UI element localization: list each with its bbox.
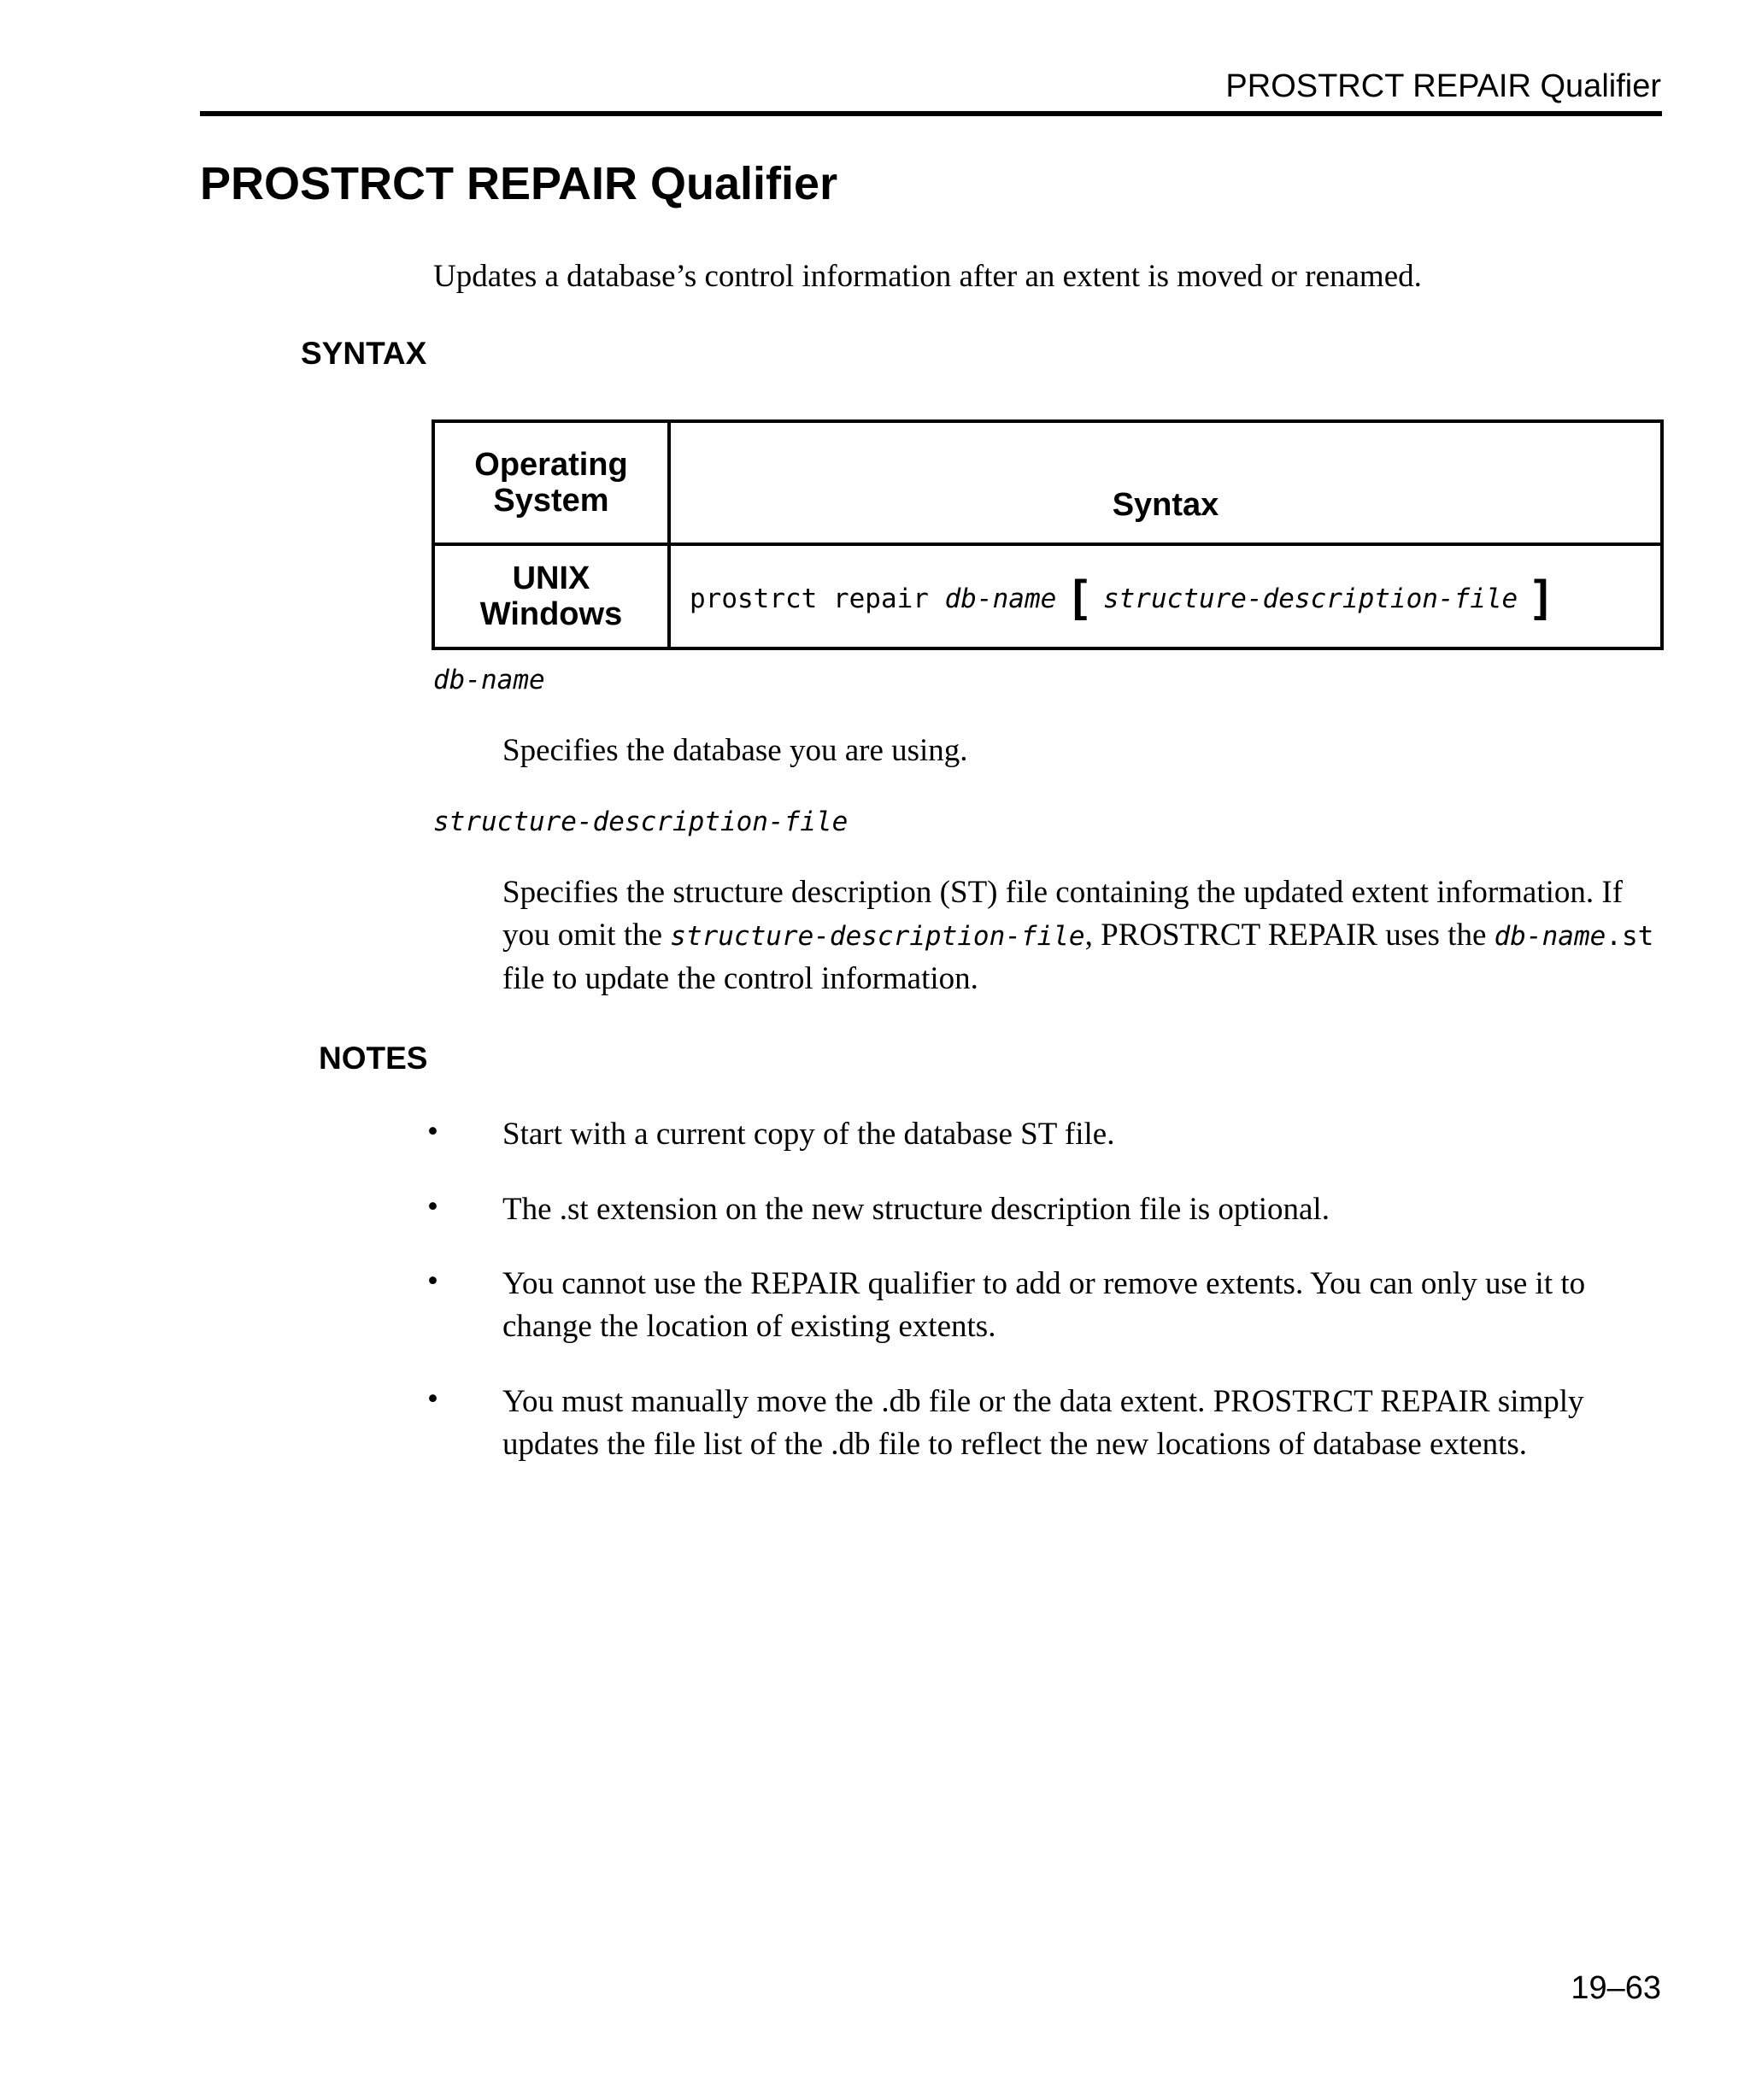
lead-paragraph: Updates a database’s control information after an extent is moved or renamed. <box>433 259 1422 294</box>
page-title: PROSTRCT REPAIR Qualifier <box>200 158 838 209</box>
note-item-1: Start with a current copy of the database ST file. <box>502 1117 1115 1152</box>
syntax-arg-stfile: structure-description-file <box>1102 584 1518 614</box>
os-cell <box>433 544 669 648</box>
stfile-desc-code1: structure-description-file <box>670 921 1085 952</box>
bullet-3: • <box>427 1264 438 1299</box>
bullet-1: • <box>427 1114 438 1149</box>
bullet-2: • <box>427 1189 438 1224</box>
note-item-2: The .st extension on the new structure description file is optional. <box>502 1192 1330 1227</box>
syntax-table-row <box>433 544 1662 648</box>
stfile-desc-part3: file to update the control information. <box>502 961 978 996</box>
param-term-stfile: structure-description-file <box>433 807 849 837</box>
syntax-heading: SYNTAX <box>301 336 427 371</box>
os-header-line2: System <box>493 483 609 519</box>
stfile-desc-part2: , PROSTRCT REPAIR uses the <box>1084 918 1495 953</box>
running-header: PROSTRCT REPAIR Qualifier <box>1225 68 1661 104</box>
stfile-desc-code2: db-name <box>1494 921 1606 952</box>
syntax-bracket-close: ] <box>1533 572 1549 621</box>
notes-heading: NOTES <box>319 1041 428 1076</box>
syntax-cell <box>669 544 1662 648</box>
param-desc-dbname: Specifies the database you are using. <box>502 733 968 768</box>
syntax-table <box>432 419 1664 650</box>
bullet-4: • <box>427 1381 438 1417</box>
page-number: 19–63 <box>1571 1970 1661 2006</box>
os-unix: UNIX <box>512 560 590 596</box>
os-header-line1: Operating <box>474 447 628 483</box>
syntax-arg-dbname: db-name <box>944 584 1057 614</box>
param-desc-stfile <box>502 871 1665 1000</box>
syntax-table-header-row <box>433 421 1662 544</box>
syntax-command: prostrct repair <box>690 584 929 614</box>
param-term-dbname: db-name <box>433 665 545 695</box>
note-item-3: You cannot use the REPAIR qualifier to add or remove extents. You can only use it to change the location of existing extents. <box>502 1266 1586 1344</box>
syntax-bracket-open: [ <box>1072 572 1088 621</box>
os-windows: Windows <box>479 596 623 632</box>
stfile-desc-part1: Specifies the structure description (ST) file containing the updated extent information. If you omit the <box>502 875 1624 953</box>
syntax-column-header: Syntax <box>669 421 1662 544</box>
header-rule <box>200 111 1662 116</box>
os-column-header <box>433 421 669 544</box>
note-item-4: You must manually move the .db file or the data extent. PROSTRCT REPAIR simply updates the file list of the .db file to reflect the new locations of database extents. <box>502 1384 1584 1462</box>
stfile-desc-code3: .st <box>1606 921 1654 952</box>
